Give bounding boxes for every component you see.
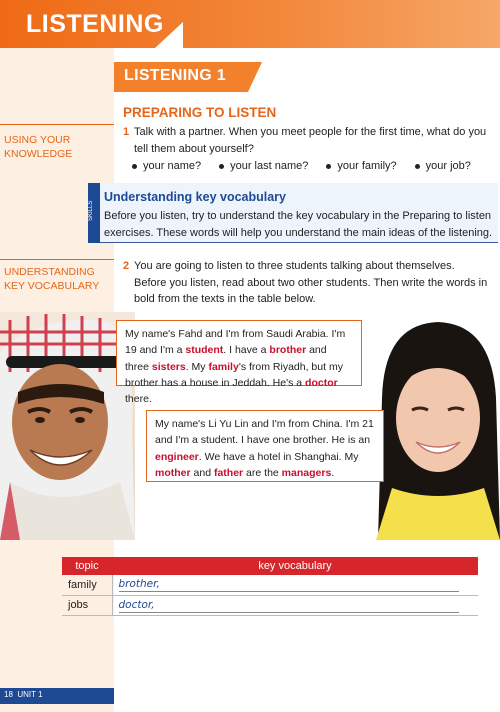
bold-word: brother xyxy=(269,344,307,357)
skills-text: Before you listen, try to understand the key vocabulary in the Preparing to listen exercises. These words will help you understand the main ideas of the listening. xyxy=(104,210,493,239)
skills-tab-label: SKILLS xyxy=(88,200,94,222)
bullet-item xyxy=(132,160,201,172)
exercise-number: 2 xyxy=(123,260,130,272)
bubble-text: . My xyxy=(185,360,209,373)
subheader-bar-tail xyxy=(248,62,262,92)
column-header-key-vocabulary: key vocabulary xyxy=(112,557,478,575)
footer-page-info xyxy=(4,690,43,699)
vocabulary-table xyxy=(62,557,478,616)
bold-word: student xyxy=(185,344,224,357)
bullet-dot-icon xyxy=(219,164,224,169)
table-header-row xyxy=(62,557,478,575)
bold-word: father xyxy=(213,466,244,479)
bullet-item xyxy=(415,160,471,172)
unit-label: UNIT 1 xyxy=(17,690,43,699)
bold-word: family xyxy=(208,360,239,373)
speech-bubble-li-yu-lin xyxy=(146,410,384,482)
page-title: LISTENING xyxy=(26,10,164,38)
bubble-text: and three xyxy=(125,344,327,373)
photo-li-yu-lin xyxy=(368,318,500,540)
bullet-dot-icon xyxy=(326,164,331,169)
answer-text: doctor, xyxy=(119,598,459,613)
side-label-line: USING YOUR xyxy=(4,134,71,146)
bubble-text: . I have a xyxy=(223,344,270,357)
page-number: 18 xyxy=(4,690,13,699)
header-corner-cut xyxy=(155,22,183,48)
topic-cell: jobs xyxy=(62,595,112,615)
side-divider xyxy=(0,124,114,125)
side-label-line: UNDERSTANDING xyxy=(4,266,95,278)
table-row xyxy=(62,575,478,595)
bubble-text: My name's Li Yu Lin and I'm from China. I'm 21 and I'm a student. I have one brother. He is an xyxy=(155,418,374,447)
bubble-text: are the xyxy=(243,466,282,479)
bullet-text: your last name? xyxy=(230,160,309,172)
table-row xyxy=(62,595,478,615)
bold-word: mother xyxy=(155,466,191,479)
side-label-line: KEY VOCABULARY xyxy=(4,279,100,292)
bubble-text: 's from Riyadh, but my brother has a house in Jeddah. He's a xyxy=(125,360,343,389)
bullet-text: your job? xyxy=(425,160,471,172)
bullet-dot-icon xyxy=(132,164,137,169)
man-portrait-illustration xyxy=(0,312,135,540)
bullet-list xyxy=(132,160,492,172)
answer-text: brother, xyxy=(119,577,459,592)
exercise-number: 1 xyxy=(123,126,130,138)
bold-word: sisters xyxy=(151,360,186,373)
side-divider xyxy=(0,259,114,260)
bullet-item xyxy=(219,160,308,172)
bullet-text: your name? xyxy=(143,160,202,172)
bubble-text: My name's Fahd and I'm from Saudi Arabia. I'm 19 and I'm a xyxy=(125,328,346,357)
bold-word: doctor xyxy=(305,376,338,389)
column-header-topic: topic xyxy=(62,557,112,575)
skills-title: Understanding key vocabulary xyxy=(104,190,287,204)
exercise-2-text: You are going to listen to three students talking about themselves. Before you listen, read about two other students. Then write the words in bold from the texts in the table below. xyxy=(134,260,488,305)
side-label-line: KNOWLEDGE xyxy=(4,147,73,160)
bubble-text: . We have a hotel in Shanghai. My xyxy=(198,450,359,463)
subheader-title: LISTENING 1 xyxy=(124,67,226,84)
bold-word: managers xyxy=(281,466,332,479)
side-label-using-your-knowledge xyxy=(4,134,72,161)
bullet-item xyxy=(326,160,396,172)
side-label-understanding-key-vocabulary xyxy=(4,266,99,293)
answer-cell[interactable] xyxy=(112,575,478,595)
topic-cell: family xyxy=(62,575,112,595)
woman-portrait-illustration xyxy=(368,318,500,540)
bubble-text: . xyxy=(331,466,335,479)
answer-cell[interactable] xyxy=(112,595,478,615)
speech-bubble-fahd xyxy=(116,320,362,406)
bubble-text: and xyxy=(190,466,214,479)
bullet-text: your family? xyxy=(337,160,397,172)
photo-fahd xyxy=(0,312,135,540)
exercise-1-text: Talk with a partner. When you meet people for the first time, what do you tell them about yourself? xyxy=(134,126,487,155)
bold-word: engineer xyxy=(155,450,199,463)
bubble-text: there. xyxy=(125,393,152,406)
section-title: PREPARING TO LISTEN xyxy=(123,105,277,120)
bullet-dot-icon xyxy=(415,164,420,169)
